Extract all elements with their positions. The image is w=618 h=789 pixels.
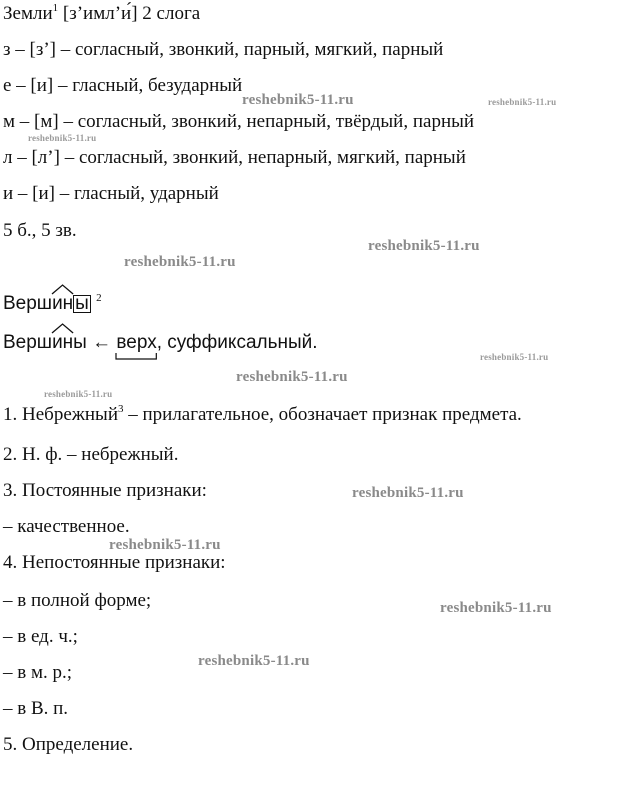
- derivation-rest: , суффиксальный.: [156, 332, 318, 353]
- watermark: reshebnik5-11.ru: [242, 92, 354, 108]
- morph-item-1: [3, 404, 522, 428]
- watermark: reshebnik5-11.ru: [109, 537, 221, 553]
- phonetic-row-4: л – [л’] – согласный, звонкий, непарный, мягкий, парный: [3, 147, 466, 168]
- arc-icon: [52, 323, 73, 333]
- phonetic-row-2: е – [и] – гласный, безударный: [3, 75, 243, 96]
- derivation-suffix: ин: [52, 332, 74, 353]
- watermark: reshebnik5-11.ru: [198, 653, 310, 669]
- phonetic-word-footnote: 1: [52, 2, 59, 14]
- base-root: верх: [116, 332, 157, 353]
- morph-item-4c: – в м. р.;: [3, 662, 73, 683]
- watermark: reshebnik5-11.ru: [368, 238, 480, 254]
- phonetic-row-5: и – [и] – гласный, ударный: [3, 183, 219, 204]
- morph-item-3a: – качественное.: [3, 516, 130, 537]
- morphemic-footnote: 2: [96, 292, 102, 304]
- watermark: reshebnik5-11.ru: [488, 97, 557, 107]
- root-arc-mark: [52, 293, 73, 315]
- watermark: reshebnik5-11.ru: [236, 369, 348, 385]
- morph-item-4d: – в В. п.: [3, 698, 69, 719]
- morph-item-4a: – в полной форме;: [3, 590, 152, 611]
- base-root-mark: [116, 332, 156, 354]
- arc-icon: [52, 284, 73, 294]
- derivation-start: Верш: [3, 332, 53, 353]
- watermark: reshebnik5-11.ru: [352, 485, 464, 501]
- watermark: reshebnik5-11.ru: [44, 389, 113, 399]
- phonetic-summary: 5 б., 5 зв.: [3, 220, 77, 241]
- phonetic-row-1: з – [з’] – согласный, звонкий, парный, мягкий, парный: [3, 39, 444, 60]
- phonetic-word: Земли: [3, 3, 53, 24]
- morph-item-5: 5. Определение.: [3, 734, 134, 755]
- morph-item-1-footnote: 3: [117, 403, 124, 415]
- morphemic-suffix: ин: [52, 293, 74, 314]
- ending-box: ы: [75, 293, 89, 314]
- morphemic-word: [3, 293, 102, 317]
- morph-item-4b: – в ед. ч.;: [3, 626, 78, 647]
- watermark: reshebnik5-11.ru: [440, 600, 552, 616]
- derivation-tail: ы ←: [73, 332, 117, 353]
- derivation-arc-mark: [52, 332, 73, 354]
- morph-item-1-prefix: 1. Небрежный: [3, 404, 118, 425]
- morph-item-1-rest: – прилагательное, обозначает признак предмета.: [123, 404, 522, 425]
- phonetic-header: [3, 3, 200, 27]
- morphemic-word-part: Верш: [3, 293, 53, 314]
- morph-item-3: 3. Постоянные признаки:: [3, 480, 207, 501]
- phonetic-transcription: [з’имл’и́] 2 слога: [62, 3, 201, 24]
- watermark: reshebnik5-11.ru: [124, 254, 236, 270]
- root-bracket-icon: [116, 353, 156, 361]
- derivation-line: [3, 332, 318, 354]
- watermark: reshebnik5-11.ru: [28, 133, 97, 143]
- phonetic-row-3: м – [м] – согласный, звонкий, непарный, твёрдый, парный: [3, 111, 475, 132]
- watermark: reshebnik5-11.ru: [480, 352, 549, 362]
- morph-item-2: 2. Н. ф. – небрежный.: [3, 444, 179, 465]
- morph-item-4: 4. Непостоянные признаки:: [3, 552, 226, 573]
